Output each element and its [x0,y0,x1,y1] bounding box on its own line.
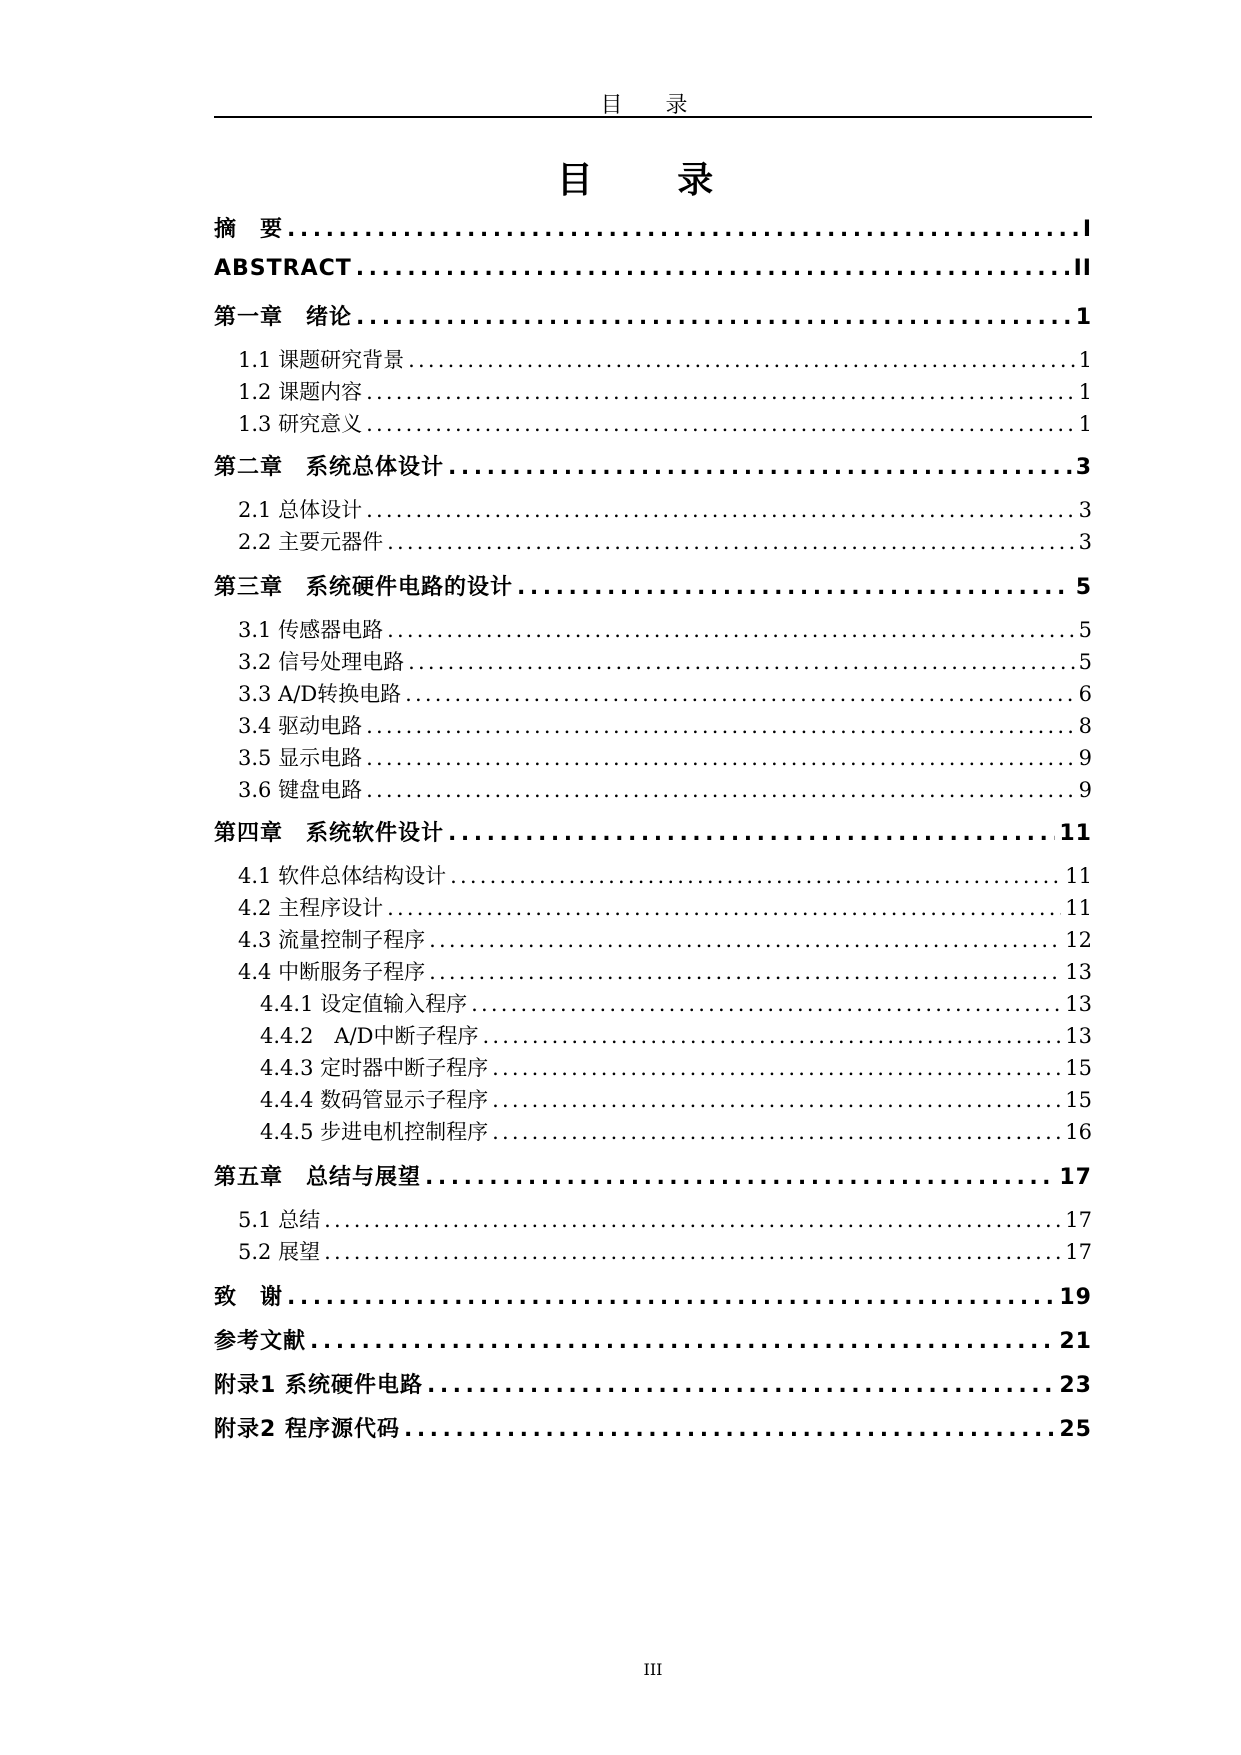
toc-entry[interactable] [214,570,1092,601]
header-rule [214,116,1092,118]
toc-entry[interactable] [214,1236,1092,1266]
toc-entry-page: 5 [1075,575,1092,600]
toc-entry-label: 4.1 软件总体结构设计 [238,864,447,888]
toc-entry-label: 参考文献 [214,1329,307,1354]
toc-leader [471,992,1061,1016]
toc-entry-page: 25 [1059,1417,1092,1442]
toc-entry-page: 1 [1075,305,1092,330]
toc-leader [356,305,1072,330]
toc-leader [408,650,1075,674]
toc-leader [492,1056,1061,1080]
toc-leader [492,1088,1061,1112]
toc-leader [405,682,1074,706]
toc-entry-label: 3.2 信号处理电路 [238,650,405,674]
toc-entry-label: 摘 要 [214,217,284,242]
toc-leader [429,960,1061,984]
toc-entry[interactable] [214,1280,1092,1311]
toc-leader [425,1165,1055,1190]
toc-entry-page: 9 [1078,778,1092,802]
toc-leader [492,1120,1061,1144]
toc-leader [450,864,1061,888]
toc-entry-label: 2.1 总体设计 [238,498,363,522]
toc-entry[interactable] [214,376,1092,406]
toc-entry-page: 11 [1065,896,1092,920]
toc-entry-page: 6 [1078,682,1092,706]
toc-entry-page: 13 [1065,960,1092,984]
toc-entry[interactable] [214,1204,1092,1234]
toc-entry-page: 13 [1065,1024,1092,1048]
toc-entry-label: 4.2 主程序设计 [238,896,384,920]
toc-entry-label: 第二章 系统总体设计 [214,455,445,480]
toc-leader [287,217,1079,242]
toc-entry[interactable] [214,300,1092,331]
toc-entry-page: 15 [1065,1056,1092,1080]
toc-leader [387,618,1075,642]
toc-leader [483,1024,1062,1048]
toc-leader [408,348,1075,372]
toc-entry-page: 13 [1065,992,1092,1016]
toc-leader [429,928,1061,952]
toc-entry-label: 5.1 总结 [238,1208,321,1232]
toc-entry[interactable] [214,892,1092,922]
toc-entry-label: 1.1 课题研究背景 [238,348,405,372]
toc-entry-page: 16 [1065,1120,1092,1144]
toc-leader [366,498,1075,522]
toc-entry[interactable] [214,646,1092,676]
toc-entry-label: 4.4 中断服务子程序 [238,960,426,984]
toc-entry-page: 12 [1065,928,1092,952]
toc-entry[interactable] [214,1116,1092,1146]
toc-entry[interactable] [214,408,1092,438]
toc-entry-label: 3.3 A/D转换电路 [238,682,402,706]
toc-entry-label: 4.4.3 定时器中断子程序 [260,1056,489,1080]
toc-entry[interactable] [214,860,1092,890]
toc-leader [324,1240,1061,1264]
toc-leader [387,530,1075,554]
toc-title: 目 录 [556,160,750,201]
toc-entry-page: 9 [1078,746,1092,770]
toc-entry-page: 17 [1065,1240,1092,1264]
toc-leader [366,380,1075,404]
toc-entry-page: 1 [1078,412,1092,436]
toc-leader [404,1417,1055,1442]
toc-entry[interactable] [214,956,1092,986]
toc-entry-page: 8 [1078,714,1092,738]
toc-entry-label: 4.4.5 步进电机控制程序 [260,1120,489,1144]
toc-entry-page: 19 [1059,1285,1092,1310]
toc-entry-page: 11 [1059,821,1092,846]
toc-entry-label: 5.2 展望 [238,1240,321,1264]
toc-leader [387,896,1061,920]
toc-leader [366,714,1075,738]
toc-entry-page: I [1082,217,1092,242]
toc-entry-label: 4.4.1 设定值输入程序 [260,992,468,1016]
toc-entry-page: 3 [1078,530,1092,554]
running-header: 目 录 [600,93,706,118]
toc-leader [366,746,1075,770]
toc-entry[interactable] [214,1160,1092,1191]
toc-entry[interactable] [214,678,1092,708]
toc-leader [427,1373,1055,1398]
toc-entry[interactable] [214,924,1092,954]
toc-entry[interactable] [214,1084,1092,1114]
toc-entry[interactable] [214,742,1092,772]
toc-entry-page: 15 [1065,1088,1092,1112]
toc-entry[interactable] [214,494,1092,524]
toc-leader [366,778,1075,802]
toc-leader [356,256,1070,281]
toc-entry[interactable] [214,614,1092,644]
page-number: III [643,1660,663,1679]
toc-leader [324,1208,1061,1232]
toc-leader [366,412,1075,436]
toc-leader [310,1329,1055,1354]
toc-entry[interactable] [214,774,1092,804]
toc-entry-label: 3.4 驱动电路 [238,714,363,738]
toc-entry-label: 第三章 系统硬件电路的设计 [214,575,514,600]
toc-entry-page: 5 [1078,650,1092,674]
toc-entry-label: 1.3 研究意义 [238,412,363,436]
toc-entry[interactable] [214,526,1092,556]
toc-entry-page: 5 [1078,618,1092,642]
toc-entry-label: 1.2 课题内容 [238,380,363,404]
toc-entry[interactable] [214,450,1092,481]
toc-entry[interactable] [214,988,1092,1018]
toc-entry[interactable] [214,1412,1092,1443]
toc-entry[interactable] [214,1052,1092,1082]
toc-leader [287,1285,1055,1310]
toc-entry-label: 2.2 主要元器件 [238,530,384,554]
toc-entry[interactable] [214,1020,1092,1050]
toc-entry-label: 3.1 传感器电路 [238,618,384,642]
toc-entry-label: 第一章 绪论 [214,305,353,330]
toc-entry-page: 21 [1059,1329,1092,1354]
toc-entry-page: 17 [1059,1165,1092,1190]
toc-entry-label: 3.5 显示电路 [238,746,363,770]
toc-entry-label: 4.3 流量控制子程序 [238,928,426,952]
toc-leader [448,821,1055,846]
toc-entry-page: 1 [1078,348,1092,372]
toc-entry[interactable] [214,710,1092,740]
toc-entry-label: 致 谢 [214,1285,284,1310]
toc-entry-label: 4.4.4 数码管显示子程序 [260,1088,489,1112]
toc-entry-page: 1 [1078,380,1092,404]
toc-entry-label: ABSTRACT [214,256,352,281]
toc-entry-label: 3.6 键盘电路 [238,778,363,802]
toc-entry[interactable] [214,256,1092,281]
toc-entry-label: 第四章 系统软件设计 [214,821,445,846]
toc-entry[interactable] [214,344,1092,374]
toc-leader [448,455,1072,480]
toc-entry-page: 11 [1065,864,1092,888]
toc-entry[interactable] [214,212,1092,243]
toc-entry-label: 附录1 系统硬件电路 [214,1373,423,1398]
toc-entry-page: 17 [1065,1208,1092,1232]
toc-entry[interactable] [214,1368,1092,1399]
toc-entry[interactable] [214,816,1092,847]
toc-entry-page: 3 [1078,498,1092,522]
toc-entry-label: 第五章 总结与展望 [214,1165,422,1190]
toc-entry[interactable] [214,1324,1092,1355]
toc-leader [517,575,1072,600]
toc-entry-label: 附录2 程序源代码 [214,1417,400,1442]
toc-entry-page: 23 [1059,1373,1092,1398]
toc-entry-page: II [1073,256,1092,281]
toc-entry-label: 4.4.2 A/D中断子程序 [260,1024,479,1048]
toc-entry-page: 3 [1075,455,1092,480]
